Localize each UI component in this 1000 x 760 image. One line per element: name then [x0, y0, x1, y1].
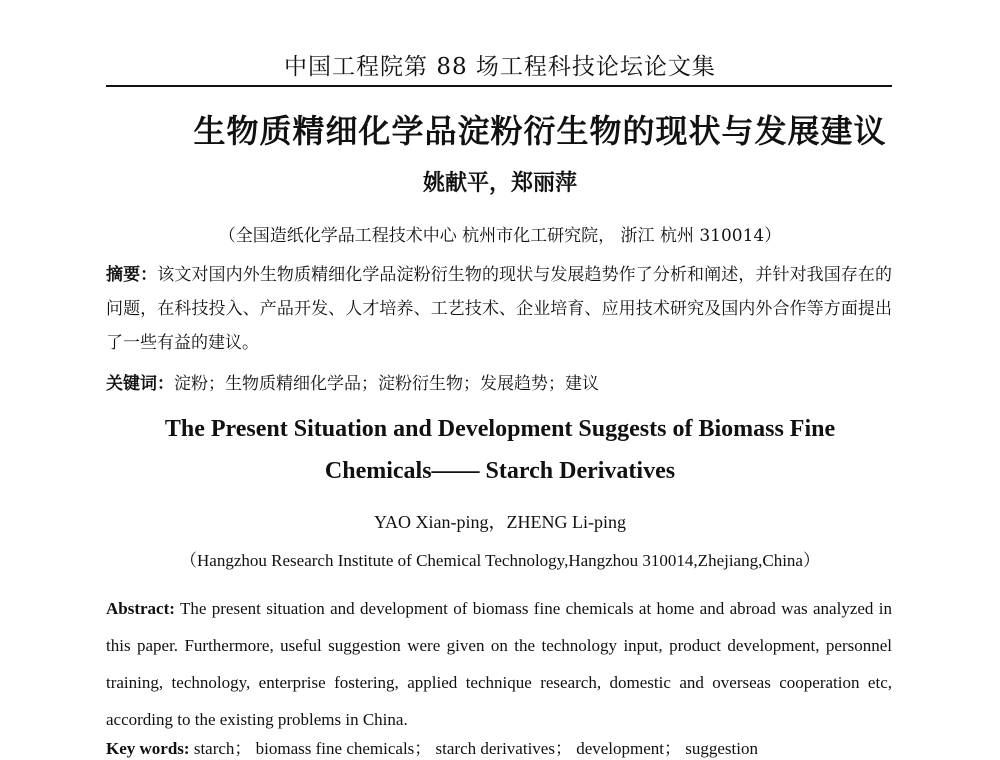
abstract-en-text: The present situation and development of biomass fine chemicals at home and abroad was analyzed in this paper. Furthermore, useful suggestion were given on the technology input, product development, personnel training, technology, enterprise fostering, applied technique research, domestic and overseas cooperation etc, according to the existing problems in China. [106, 599, 892, 729]
abstract-en [106, 590, 892, 738]
authors-cn: 姚献平，郑丽萍 [422, 170, 577, 196]
keywords-cn-label: 关键词： [106, 374, 174, 394]
paper-title-en-line2: Chemicals—— Starch Derivatives [324, 458, 676, 484]
keywords-cn-text: 淀粉；生物质精细化学品；淀粉衍生物；发展趋势；建议 [174, 374, 599, 394]
abstract-cn [106, 258, 892, 360]
abstract-cn-label: 摘要： [106, 265, 158, 285]
affiliation-cn: （全国造纸化学品工程技术中心 杭州市化工研究院， 浙江 杭州 310014） [218, 226, 782, 246]
keywords-en [106, 734, 892, 759]
paper-title-cn: 生物质精细化学品淀粉衍生物的现状与发展建议 [193, 112, 887, 150]
running-header: 中国工程院第 88 场工程科技论坛论文集 [284, 54, 716, 80]
authors-en: YAO Xian-ping，ZHENG Li-ping [374, 512, 626, 532]
abstract-cn-text: 该文对国内外生物质精细化学品淀粉衍生物的现状与发展趋势作了分析和阐述，并针对我国存在的问题，在科技投入、产品开发、人才培养、工艺技术、企业培育、应用技术研究及国内外合作等方面提出了一些有益的建议。 [106, 265, 893, 353]
paper-title-en-line1: The Present Situation and Development Suggests of Biomass Fine [164, 416, 836, 442]
keywords-cn [106, 369, 892, 394]
header-rule [106, 85, 892, 87]
keywords-en-text: starch； biomass fine chemicals； starch derivatives； development； suggestion [189, 739, 758, 758]
affiliation-en: （Hangzhou Research Institute of Chemical Technology,Hangzhou 310014,Zhejiang,China） [180, 551, 820, 570]
keywords-en-label: Key words: [106, 739, 190, 758]
abstract-en-label: Abstract: [106, 599, 175, 618]
paper-title-en [110, 408, 890, 492]
